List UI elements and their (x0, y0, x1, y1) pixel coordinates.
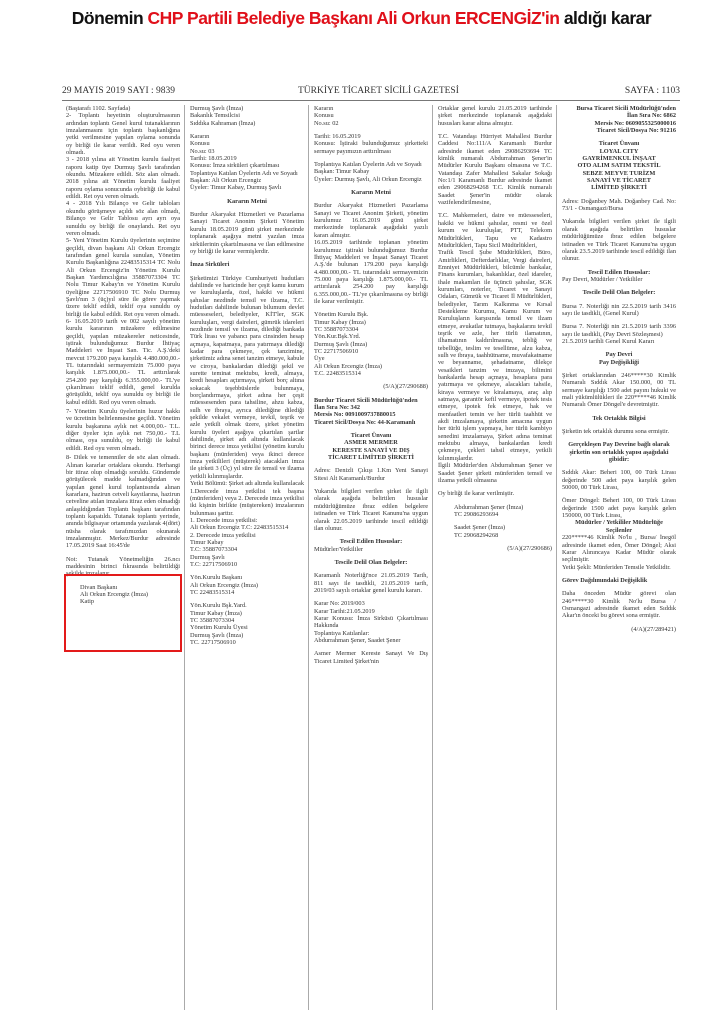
text-line: Yön.Kurulu Başkanı (190, 574, 243, 582)
signature-line: TC 29086293694 (454, 510, 499, 518)
paragraph: T.C. Mahkemeleri, daire ve müesseseleri, hakiki ve hükmi şahıslar, resmi ve özel kurum ve kuruluşlar, PTT, Telekom Müdürlükleri, Tapu ve Kadastro Müdürlükleri, Tapu Sicil Müdürlükleri, (438, 212, 552, 249)
text-line: T.C. 22483515314 (314, 370, 361, 377)
column-2 (190, 105, 304, 646)
text-line: T.C: 35887073304 (190, 546, 238, 554)
signature-line: Katip (80, 598, 94, 606)
text-line: No.su: 03 (190, 147, 215, 155)
firm-title: SANAYİ VE TİCARET (587, 177, 651, 185)
text-line: Sıddıka Kahraman (İmza) (190, 119, 256, 127)
text-line: TC 35887073304 (190, 617, 235, 624)
firm-title: OTO ALIM SATIM TEKSTİL (577, 162, 661, 170)
text-line: TC 35887073304 (314, 325, 359, 333)
signature-line: Abdurrahman Şener (İmza) (454, 503, 524, 511)
address: Adres: Denizli Çıkışı 1.Km Yeni Sanayi Sitesi Alt Karamanlı/Burdur (314, 467, 428, 482)
paragraph: (Baştarafı 1102. Sayfada) (66, 105, 131, 112)
text-line: Durmuş Şavlı (İmza) (190, 631, 244, 639)
text-line: Ali Orkun Ercengiz (İmza) (190, 581, 259, 589)
text-line: Toplantıya Katılan Üyelerin Adı ve Soyadı (314, 161, 422, 169)
registry-line: Bursa Ticaret Sicili Müdürlüğü'nden (576, 105, 676, 112)
paragraph: 6- 16.05.2019 tarih ve 002 sayılı yönetim kurulu kararının müzakere edilmesine geçildi, yapılan müzakereler neticesinde, iştirak bulunduğumuz Burdur İhtiyaç Maddeleri ve İnşaat San. Tic. A.Ş.'deki mevcut 179.200 paya karşılık 4.480.000,00.- TL tutarındaki sermayemizin 75.000 paya karşılık 1.875.000,00.- TL arttırılarak 254.200 pay karşılığı 6.355.000,00.- TL'ye çıkarılması teklif edildi, genel kurulda görüşüldü, teklif oya sunuldu oy birliği ile kabul edildi. Red oyu veren olmadı. (66, 317, 180, 406)
section-heading: Pay Değişikliği (598, 358, 640, 366)
paragraph: Yetki Bölümü: Şirket adı altında kullanılacak 1.Derecede imza yetkilisi tek başına (münferiden) veya 2. Derecede imza yetkilisi iki kişinin birlikte (müştereken) imzalarının bulunması şarttır. (190, 480, 304, 517)
paragraph: Şirketimizi Türkiye Cumhuriyeti hudutları dahilinde ve haricinde her çeşit kamu kurum ve kuruluşlarda, özel, hakiki ve hükmi şahıslar nezdinde temsil ve ilzama, T.C. hudutları dahilinde bulunan bilumum devlet müesseseleri, belediyeler, KİT'ler, SGK kuruluşları, vergi daireleri, gümrük idareleri nezdinde temsil ve ilzama, dilediği bankada Türk lirası ve yabancı para cinsinden hesap açmaya, kapatmaya, para yatırmaya dilediği kadar para çekmeye, çek tanzimine, şirketimiz adına senet tanzim etmeye, kabule ve ciroya, bankalardan dilediği şekil ve surette teminat mektubu, kredi, almaya, kredi hesapları açtırmaya, şirketi borç altına sokacak teşebbüslerde bulunmaya, borçlandırmaya, şirket adına her çeşit müessesenden para tahsiline, ahzu kabza, sulh ve ibraya, ayrıca dilediğine dilediği şekilde vekalet vermeye, tevkil, teşrik ve azle yetkili olmak üzere, şirket yönetim kurulu üyeleri aşağıya çıkartılan şartlar dahilinde, şirket adı altında kullanılacak birinci derece imza yetkilisi (yönetim kurulu başkanı (münferiden) veya ikinci derece imza yetkilileri (müşterek) atacakları imza ile şirketi 3 (Üç) yıl süre ile temsil ve ilzama yetkili kılınmışlardır. (190, 274, 304, 480)
section-heading: Görev Dağılımındaki Değişiklik (562, 576, 648, 584)
text-line: Bakanlık Temsilcisi (190, 112, 240, 120)
firm-title: SEBZE MEYVE TURİZM (582, 169, 656, 177)
firm-title: LİMİTED ŞİRKETİ (591, 184, 647, 192)
highlighted-decision-7: 7- Yönetim Kurulu üyelerinin huzur hakkı ve ücretinin belirlenmesine geçildi. Yönetim kurulu başkanına aylık net 4.000,00.- T.L. diğer üyeler için aylık net 750,00.- T.L olması, oya sunuldu, oy birliği ile kabul edildi. Red oyu veren olmadı. (66, 408, 180, 452)
registry-line: Ticaret Sicil/Dosya No: 44-Karamanlı (314, 418, 416, 426)
registry-line: Mersis No: 0091009737880015 (314, 411, 396, 419)
paragraph: 2- Toplantı heyetinin oluşturulmasının ardından toplantı Genel kurul tutanaklarının imzalanmasını için toplantı başkanlığına yetki verilmesine yapılan oylama sonunda oy birliği ile karar verildi. Red oyu veren olmadı. (66, 112, 180, 157)
paragraph: 16.05.2019 tarihinde toplanan yönetim kurulumuz iştiraki bulunduğumuz Burdur İhtiyaç Maddeleri ve İnşaat Sanayi Ticaret A.Ş.'de bulunan 179.200 paya karşılığı 4.480.000,00.- TL tutarındaki sermayemizin 75.000 paya karşılığı 1.875.000,00.- TL arttırılarak 254.200 pay karşılığı 6.355.000,00.- TL'ye çıkarılmasına oy birliği ile karar verilmiştir. (314, 239, 428, 305)
address: Adres: Doğanbey Mah. Doğanbey Cad. No: 73/1 - Osmangazi/Bursa (562, 197, 676, 213)
text-line: Timur Kabay (İmza) (190, 609, 242, 617)
section-heading: Gerçekleşen Pay Devrine bağlı olarak şirketin son ortaklık yapısı aşağıdaki gibidir: (568, 441, 670, 464)
firm-title: Ticaret Ünvanı (598, 140, 640, 148)
column-divider (432, 105, 433, 1010)
paragraph: Yukarıda bilgileri verilen şirket ile ilgili olarak aşağıda belirtilen hususlar müdürlüğümüze ibraz edilen belgelere istinaden ve Türk Ticaret Kanunu'na uygun olarak 22.05.2019 tarihinde tescil edildiği ilan olunur. (314, 488, 428, 532)
column-1 (66, 105, 180, 606)
text-line: Üyeler: Timur Kabay, Durmuş Şavlı (190, 184, 282, 192)
masthead-divider (62, 100, 680, 101)
paragraph: Ortaklar genel kurulu 21.05.2019 tarihinde şirket merkezinde toplanarak aşağıdaki hususları karar altına almıştır. (438, 105, 552, 127)
text-line: Başkan: Ali Orkun Ercengiz (190, 177, 262, 185)
paragraph: Karamanlı Noterliği'nce 21.05.2019 Tarih, 811 sayı ile tasdikli, 21.05.2019 tarih, 2019/03 sayılı ortaklar genel kurulu kararı. (314, 572, 428, 594)
firm-title: TİCARET LİMİTED ŞİRKETİ (328, 454, 414, 462)
firm-title: GAYRİMENKUL İNŞAAT (582, 155, 656, 163)
text-line: Tarihi: 16.05.2019 (314, 133, 361, 141)
text-line: Abdurrahman Şener, Saadet Şener (314, 636, 401, 644)
reference-code: (5/A)(27/290686) (507, 544, 552, 552)
text-line: Yön.Kurulu Bşk.Yard. (190, 602, 247, 610)
signature-line: Ali Orkun Ercengiz (İmza) (80, 591, 149, 598)
reference-code: (5/A)(27/290688) (383, 383, 428, 391)
firm-title: KERESTE SANAYİ VE DIŞ (332, 446, 410, 454)
paragraph: Bursa 7. Noterliği nin 22.5.2019 tarih 3416 sayı ile tasdikli, (Genel Kurul) (562, 302, 676, 317)
paragraph: Trafik Tescil Şube Müdürlükleri, Büro, Amirlikleri, Defterdarlıklar, Vergi daireleri, Emniyet Müdürlükleri, bilcümle bankalar, Finans kurumları, bakanlıklar, özel idareler, ihale makamları ile üçüncü şahıslar, SGK kurumları, noterler, Ticaret ve Sanayi Odaları, Gümrük ve Ticaret İl Müdürlükleri, belediyeler, Tarım Kalkınma ve Kırsal Destekleme Kurumu, Kamu Kurum ve Kuruluşların karşısında temsil ve ilzam etmeye, avukatlar tutmaya, başkalarını tevkil teşrik ve azle, her türlü ilamatının, ilhamatının kaldırılmasına, tebliğ ve tebellüğe, teslim ve tesellüme, alzu kabza, sulh ve ibraya, taahhütname, muvafakatname ve beyanname, şehadatname, dilekçe vesaikleri tanzim ve imzaya, bilimini bankalarda hesap açmaya, hesaplara para yatırmaya ve çekmeye, alacakları tahsile, kiraya vermeye ve kiralamaya, araç alıp satmaya, garantör kefil vermeye, ipotek tesis etmeye, ipotek fek etmeye, hak ve menfaatleri temin ve her türlü taahhüt ve akdi imzalamaya, şirketin amacına uygun her türlü işlem yapmaya, her türlü kambiyo senedini imzalamaya, Şirket adına teminat mektubu almaya, bankalardan kredi çekmeye, çekleri tahsil etmeye, yetkili kılınmışlardır. (438, 249, 552, 462)
text-line: TC 22717506910 (314, 347, 359, 355)
paragraph: T.C. Vatandaşı Hürriyet Mahallesi Burdur Caddesi No:111/A Karamanlı Burdur adresinde ikamet eden 29086293694 TC kimlik numaralı Abdurrahman Şener'in Müdürler Kurulu Başkanı olmasına ve T.C. Vatandaşı Zafer Mahallesi Sakalar Sokağı No:1/1 Karamanlı Burdur adresinde ikamet eden 29068294268 T.C. Kimlik numaralı Saadet Şener'in müdür olarak vazifelendirilmesine, (438, 133, 552, 207)
text-line: Konusu (314, 112, 334, 120)
column-divider (308, 105, 309, 1010)
text-line: TC 22483515314 (190, 588, 235, 596)
paragraph: Daha önceden Müdür görevi olan 246*****30 Kimlik No'lu Bursa / Osmangazi adresinde ikamet eden Sıddık Akar'ın önceki bu görevi sona ermiştir. (562, 590, 676, 620)
paragraph: Bursa 7. Noterliği nin 21.5.2019 tarih 3396 sayı ile tasdikli, (Pay Devri Sözleşmesi) (562, 323, 676, 338)
column-3 (314, 105, 428, 665)
text-line: Yönetim Kurulu Bşk. (314, 311, 369, 319)
paragraph: Şirket ortaklarından 246*****30 Kimlik Numaralı Sıddık Akar 150.000, 00 TL sermaye karşılığı 1500 adet payını hukuki ve mali yükümlülükleri ile 220*****46 Kimlik Numaralı Ömer Döngel'e devretmiştir. (562, 371, 676, 409)
registry-line: İlan Sıra No: 342 (314, 404, 361, 412)
section-heading: Kararın Metni (227, 197, 267, 205)
registry-line: Ticaret Sicil/Dosya No: 91216 (596, 127, 676, 135)
text-line: 1. Derecede imza yetkilisi: (190, 516, 258, 524)
text-line: Durmuş Şavlı (İmza) (190, 105, 244, 112)
headline-part2: aldığı karar (559, 8, 652, 28)
paragraph: Burdur Akaryakıt Hizmetleri Pazarlama Sanayi ve Ticaret Anonim Şirketi, yönetim kurulumuz 16.05.2019 günü şirket merkezinde toplanarak aşağıdaki yazılı kararı almıştır. (314, 202, 428, 239)
text-line: Timur Kabay (190, 538, 224, 546)
text-line: Toplantıya Katılanlar: (314, 629, 370, 637)
section-heading: Tescil Edilen Hususlar: (339, 538, 403, 546)
paragraph: 220*****46 Kimlik No'lu , Bursa/ İnegöl adresinde ikamet eden, Ömer Döngel; Aksi Karar Alınıncaya Kadar Müdür olarak seçilmiştir. (562, 534, 676, 564)
paragraph: Not: Tutanak Yönetmeliğin 26.ncı maddesinin birinci fıkrasında belirtildiği şekilde imzalanır. (66, 555, 180, 578)
firm-title: ASMER MERMER (344, 439, 398, 447)
section-heading: Tescile Delil Olan Belgeler: (582, 289, 656, 297)
paragraph: Şirketin tek ortaklık durumu sona ermiştir. (562, 428, 670, 436)
section-heading: Tescil Edilen Hususlar: (587, 268, 651, 276)
paragraph: İlgili Müdürler'den Abdurrahman Şener ve Saadet Şener şirketi münferiden temsil ve ilzama yetkili olmasına (438, 462, 552, 484)
section-heading: İmza Sirküleri (190, 261, 230, 269)
gazette-title: TÜRKİYE TİCARET SİCİLİ GAZETESİ (298, 86, 459, 96)
text-line: Pay Devri, Müdürler / Yetkililer (562, 275, 643, 283)
paragraph: Burdur Akaryakıt Hizmetleri ve Pazarlama Sanayi Ticaret Anonim Şirketi Yönetim kurulu 18.05.2019 günü şirket merkezinde toplanarak aşağıya metni yazılan imza sirkülerinin çıkartılmasına ve ilan edilmesine oy birliği ile karar vermişlerdir. (190, 211, 304, 255)
headline-part1: Dönemin (71, 8, 148, 28)
paragraph: Oy birliği ile karar verilmiştir. (438, 490, 515, 498)
registry-line: İlan Sıra No: 6862 (626, 112, 676, 120)
signature-line: TC 29068294268 (454, 531, 499, 539)
section-heading: Müdürler / Yetkililer Müdürlüğe Seçilenler (575, 519, 663, 534)
column-divider (184, 105, 185, 1010)
text-line: Durmuş Şavlı (190, 553, 225, 561)
text-line: Tarihi: 18.05.2019 (190, 155, 237, 163)
column-4 (438, 105, 552, 552)
text-line: Ali Orkun Ercengiz (İmza) (314, 362, 383, 370)
text-line: Toplantıya Katılan Üyelerin Adı ve Soyadı (190, 169, 298, 177)
registry-line: Mersis No: 0609055325000016 (594, 119, 676, 127)
paragraph: Sıddık Akar: Beheri 100, 00 Türk Lirası değerinde 500 adet paya karşılık gelen 50000, 00 Türk Lirası, (562, 469, 676, 492)
section-heading: Tek Ortaklık Bilgisi (592, 414, 646, 422)
text-line: Kararın (314, 105, 334, 112)
headline (0, 8, 723, 29)
headline-highlight: CHP Partili Belediye Başkanı Ali Orkun ERCENGİZ'in (147, 8, 560, 28)
registry-line: Burdur Ticaret Sicili Müdürlüğü'nden (314, 396, 418, 404)
issue-date: 29 MAYIS 2019 SAYI : 9839 (62, 86, 176, 96)
red-highlight-box (64, 574, 182, 652)
paragraph: 4 - 2018 Yılı Bilanço ve Gelir tabloları okundu görüşmeye açıldı söz alan olmadı, Bilanço ve Gelir Tablosu ayrı ayrı oya sunuldu oy birliği ile onaylandı. Ret oyu veren olmadı. (66, 200, 180, 237)
text-line: Konusu (190, 140, 210, 148)
text-line: Yönetim Kurulu Üyesi (190, 624, 248, 632)
section-heading: Pay Devri (605, 351, 633, 359)
paragraph: 5- Yeni Yönetim Kurulu üyelerinin seçimine geçildi, divan başkanı Ali Orkun Ercengiz tarafından genel kurula sunulan, Yönetim Kurulu Başkanlığına 22483515314 TC Nolu Ali Orkun Ercengiz'in Yönetim Kurulu Başkan Yardımcılığına 35887073304 TC Nolu Timur Kabay'ın ve Yönetim Kurulu üyeliğine 22717506910 TC Nolu Durmuş Şavlı'nın 3 (üç)yıl süre ile görev yapmak üzere teklif edildi, teklif oya sunuldu oy birliği ile kabul edildi. Ret oyu veren olmadı. (66, 237, 180, 318)
text-line: Karar No: 2019/003 (314, 600, 365, 608)
paragraph: Yukarıda bilgileri verilen şirket ile ilgili olarak aşağıda belirtilen hususlar müdürlüğümüze ibraz edilen belgelere istinaden ve Türk Ticaret Kanunu'na uygun olarak 23.5.2019 tarihinde tescil edildiği ilan olunur. (562, 218, 676, 263)
paragraph: Yetki Şekli: Münferiden Temsile Yetkilidir. (562, 563, 671, 571)
paragraph: 3 - 2018 yılına ait Yönetim kurulu faaliyet raporu katip üye Durmuş Şavlı tarafından okundu. Müzakere edildi. Söz alan olmadı. 2018 yılına ait Yönetim kurulu faaliyet raporu oylama sonucunda oybirliği ile kabul edildi. Ret oyu veren olmadı. (66, 156, 180, 201)
text-line: Yön.Kur.Bşk.Yrd. (314, 333, 361, 341)
page-number: SAYFA : 1103 (624, 86, 680, 96)
text-line: Üyeler: Durmuş Şavlı, Ali Orkun Ercengiz (314, 175, 422, 183)
column-divider (556, 105, 557, 1010)
paragraph: Asmer Mermer Kereste Sanayi Ve Dış Ticaret Limited Şirket'nin (314, 650, 428, 665)
paragraph: 21.5.2019 tarihli Genel Kurul Kararı (562, 337, 655, 345)
gazette-masthead (62, 86, 680, 100)
paragraph: Ömer Döngel: Beheri 100, 00 Türk Lirası değerinde 1500 adet paya karşılık gelen 150000, 00 Türk Lirası, (562, 497, 676, 520)
section-heading: Tescile Delil Olan Belgeler: (334, 558, 408, 566)
text-line: 2. Derecede imza yetkilisi (190, 531, 256, 539)
section-heading: Kararın Metni (351, 189, 391, 197)
text-line: T.C: 22717506910 (190, 560, 238, 568)
firm-title: Ticaret Ünvanı (350, 432, 392, 440)
text-line: TC. 22717506910 (190, 639, 236, 647)
paragraph: 8- Dilek ve temenniler de söz alan olmadı. Alınan kararlar ortaklara okundu. Herhangi bir itiraz olup olmadığı soruldu. Gündemde görüşülecek madde kalmadığından ve yapılan genel kurul toplantısında alınan kararlara, hazirun cetveli kayıtlarına, hazirun cetveline atılan imzalara itiraz eden olmadığı anlaşıldığından Toplantı başkanı tarafından toplantı kapatıldı. Tutanak toplantı yerinde, anında bilgisayar ortamında yazılarak 4(dört) nüsha olarak tarafımızdan okunarak imzalanmıştır. Merkez/Burdur adresinde 17.05.2019 Saat 16:45'de (66, 454, 180, 550)
text-line: Müdürler/Yetkililer (314, 545, 364, 553)
column-5 (562, 105, 676, 633)
text-line: Konusu: İştiraki bulunduğumuz şirketteki sermaye payımızın arttırılması (314, 140, 428, 155)
text-line: Timur Kabay (İmza) (314, 318, 366, 326)
text-line: Karar Konusu: İmza Sirküsü Çıkartılması Hakkında (314, 614, 428, 630)
text-line: Üye (314, 355, 325, 363)
signature-line: Divan Başkanı (80, 583, 118, 591)
text-line: Kararın (190, 133, 210, 141)
reference-code: (4/A)(27/289421) (631, 625, 676, 633)
text-line: Ali Orkun Ercengiz T.C: 22483515314 (190, 524, 289, 532)
firm-title: LOYAL CITY (599, 147, 639, 155)
text-line: Konusu: İmza sirküleri çıkartılması (190, 162, 280, 170)
text-line: Başkan: Timur Kabay (314, 168, 370, 176)
text-line: No.su: 02 (314, 119, 339, 127)
signature-line: Saadet Şener (İmza) (454, 524, 506, 532)
text-line: Karar Tarihi:21.05.2019 (314, 607, 375, 615)
text-line: Durmuş Şavlı (İmza) (314, 340, 368, 348)
